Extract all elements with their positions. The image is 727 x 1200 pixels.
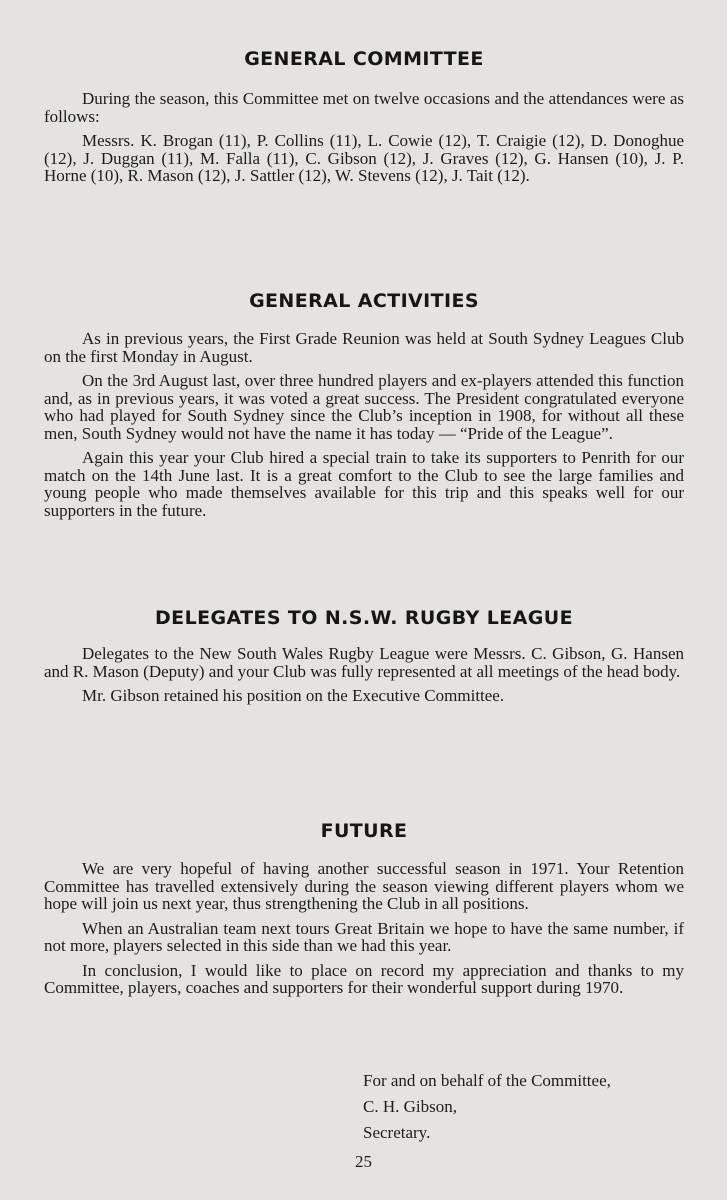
paragraph: On the 3rd August last, over three hundred players and ex-players attended this function and, as in previous years, it was voted a great success. The President congratulated everyone who had played for South Sydney since the Club’s inception in 1908, for without all these men, South Sydney would not have the name it has today — “Pride of the League”. (44, 371, 684, 443)
paragraph: We are very hopeful of having another successful season in 1971. Your Retention Committee has travelled extensively during the season viewing different players whom we hope will join us next year, thus strengthening the Club in all positions. (44, 859, 684, 913)
signatory-name: C. H. Gibson, (363, 1097, 457, 1116)
paragraph: During the season, this Committee met on twelve occasions and the attendances were as follows: (44, 89, 684, 126)
paragraph: As in previous years, the First Grade Reunion was held at South Sydney Leagues Club on the first Monday in August. (44, 329, 684, 366)
section-heading: DELEGATES TO N.S.W. RUGBY LEAGUE (155, 607, 573, 629)
page-number: 25 (355, 1152, 372, 1171)
paragraph: Delegates to the New South Wales Rugby League were Messrs. C. Gibson, G. Hansen and R. Mason (Deputy) and your Club was fully represented at all meetings of the head body. (44, 644, 684, 681)
attendance-paragraph: Messrs. K. Brogan (11), P. Collins (11), L. Cowie (12), T. Craigie (12), D. Donoghue (12), J. Duggan (11), M. Falla (11), C. Gibson (12), J. Graves (12), G. Hansen (10), J. P. Horne (10), R. Mason (12), J. Sattler (12), W. Stevens (12), J. Tait (12). (44, 131, 684, 185)
paragraph: When an Australian team next tours Great Britain we hope to have the same number, if not more, players selected in this side than we had this year. (44, 918, 684, 955)
signatory-title: Secretary. (363, 1123, 431, 1142)
general-committee-section (44, 48, 684, 185)
paragraph: Mr. Gibson retained his position on the Executive Committee. (82, 686, 505, 705)
signature-line: For and on behalf of the Committee, (363, 1071, 611, 1090)
future-section (44, 820, 684, 997)
section-heading: GENERAL COMMITTEE (244, 48, 484, 70)
paragraph: In conclusion, I would like to place on record my appreciation and thanks to my Committee, players, coaches and supporters for their wonderful support during 1970. (44, 960, 684, 997)
delegates-section (44, 607, 684, 705)
paragraph: Again this year your Club hired a special train to take its supporters to Penrith for our match on the 14th June last. It is a great comfort to the Club to see the large families and young people who made themselves available for this trip and this speaks well for our supporters in the future. (44, 448, 684, 520)
signature-block (363, 1068, 611, 1146)
general-activities-section (44, 290, 684, 519)
section-heading: GENERAL ACTIVITIES (249, 290, 479, 312)
section-heading: FUTURE (320, 820, 408, 842)
